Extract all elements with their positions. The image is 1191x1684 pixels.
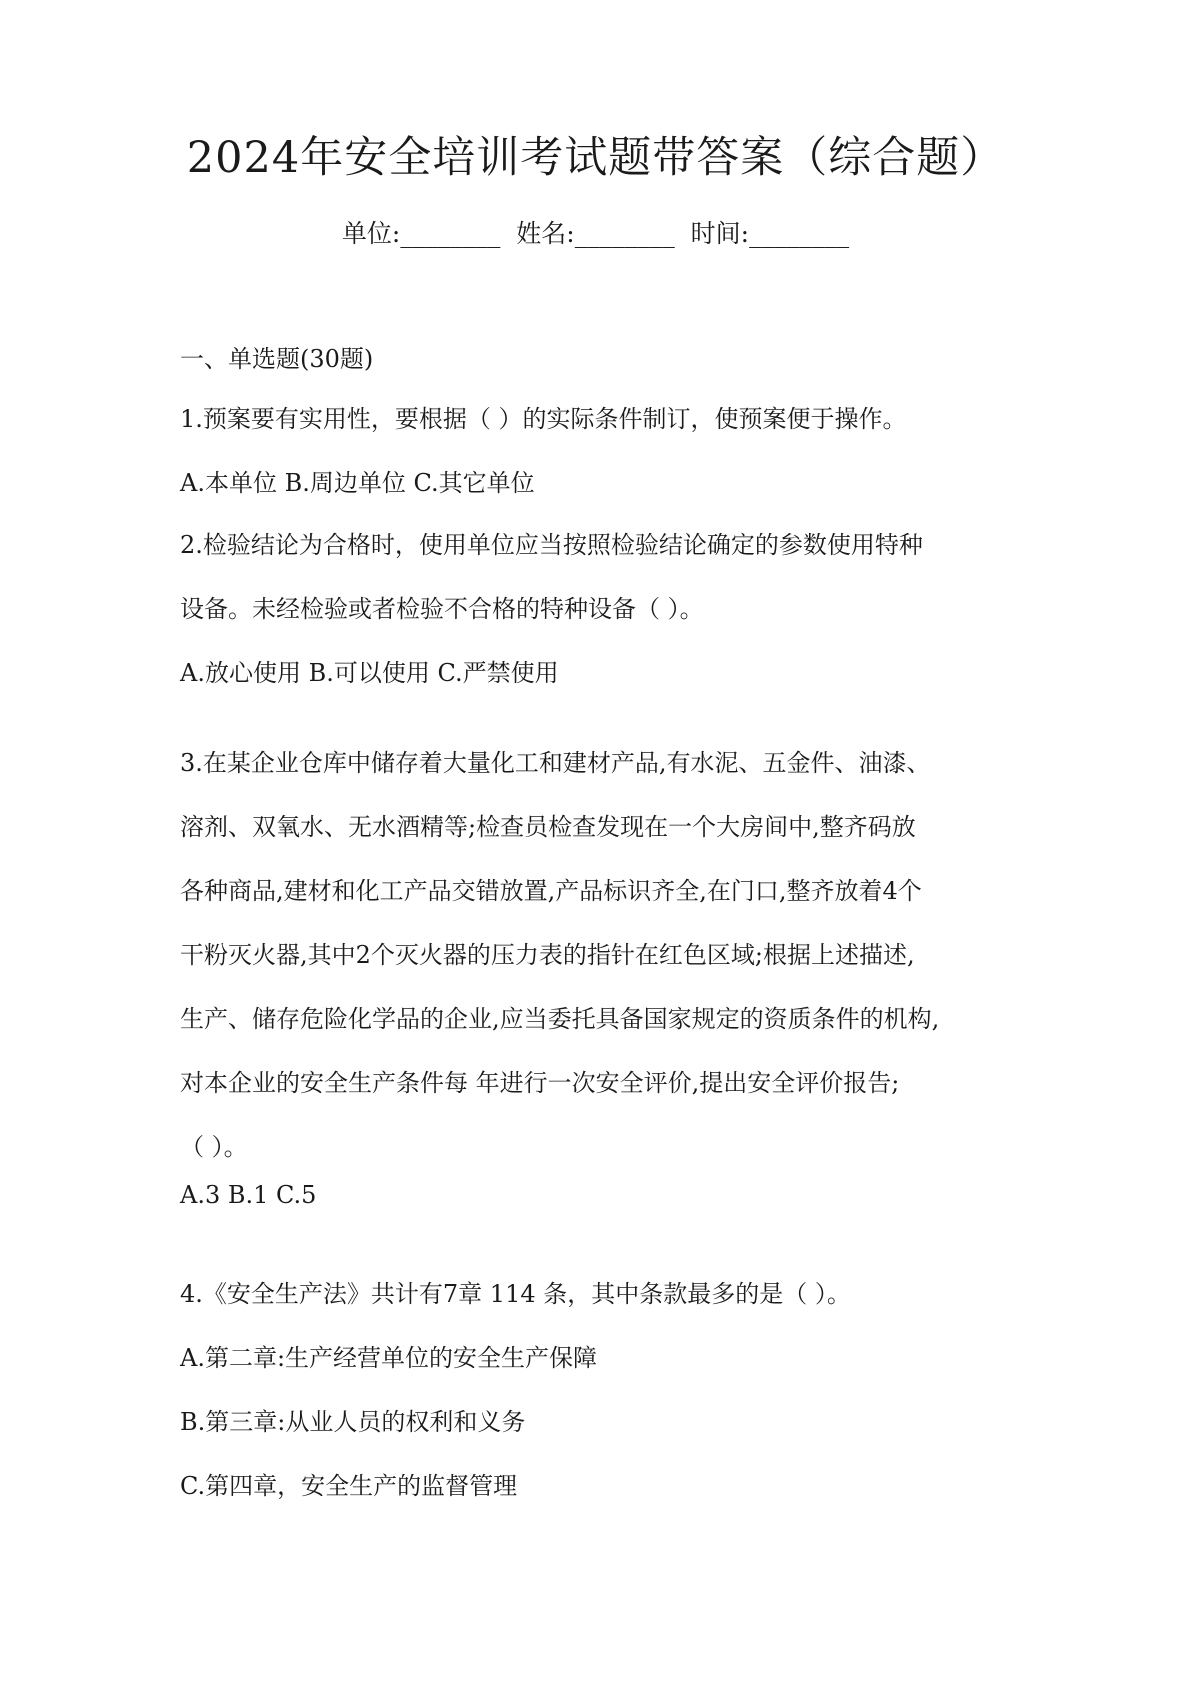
question-line: 干粉灭火器,其中2个灭火器的压力表的指针在红色区域;根据上述描述, [180, 941, 915, 969]
question-1 [180, 401, 1040, 529]
option-line: C.第四章，安全生产的监督管理 [180, 1472, 518, 1500]
unit-field: 单位:________ [341, 219, 501, 248]
document-title: 2024年安全培训考试题带答案（综合题） [186, 133, 1005, 183]
option-line: A.第二章:生产经营单位的安全生产保障 [180, 1344, 598, 1372]
question-line: 2.检验结论为合格时，使用单位应当按照检验结论确定的参数使用特种 [180, 531, 923, 559]
question-line: 设备。未经检验或者检验不合格的特种设备（ ）。 [180, 595, 704, 623]
info-line [0, 216, 1191, 252]
question-line: 对本企业的安全生产条件每 年进行一次安全评价,提出安全评价报告; [180, 1069, 900, 1097]
question-line: 4.《安全生产法》共计有7章 114 条，其中条款最多的是（ ）。 [180, 1280, 851, 1308]
question-3 [180, 745, 1040, 1241]
option-line: A.本单位 B.周边单位 C.其它单位 [180, 469, 535, 497]
option-line: B.第三章:从业人员的权利和义务 [180, 1408, 526, 1436]
time-field: 时间:________ [690, 219, 850, 248]
question-line: 3.在某企业仓库中储存着大量化工和建材产品,有水泥、五金件、油漆、 [180, 749, 931, 777]
question-line: 1.预案要有实用性，要根据（ ）的实际条件制订，使预案便于操作。 [180, 405, 907, 433]
question-2 [180, 527, 1040, 719]
question-line: （ ）。 [180, 1133, 248, 1161]
section-heading: 一、单选题(30题) [180, 345, 374, 373]
question-4 [180, 1276, 1040, 1532]
question-line: 各种商品,建材和化工产品交错放置,产品标识齐全,在门口,整齐放着4个 [180, 877, 922, 905]
name-field: 姓名:________ [516, 219, 675, 248]
option-line: A.放心使用 B.可以使用 C.严禁使用 [180, 659, 559, 687]
question-line: 溶剂、双氧水、无水酒精等;检查员检查发现在一个大房间中,整齐码放 [180, 813, 916, 841]
question-line: 生产、储存危险化学品的企业,应当委托具备国家规定的资质条件的机构, [180, 1005, 940, 1033]
option-line: A.3 B.1 C.5 [180, 1181, 317, 1209]
